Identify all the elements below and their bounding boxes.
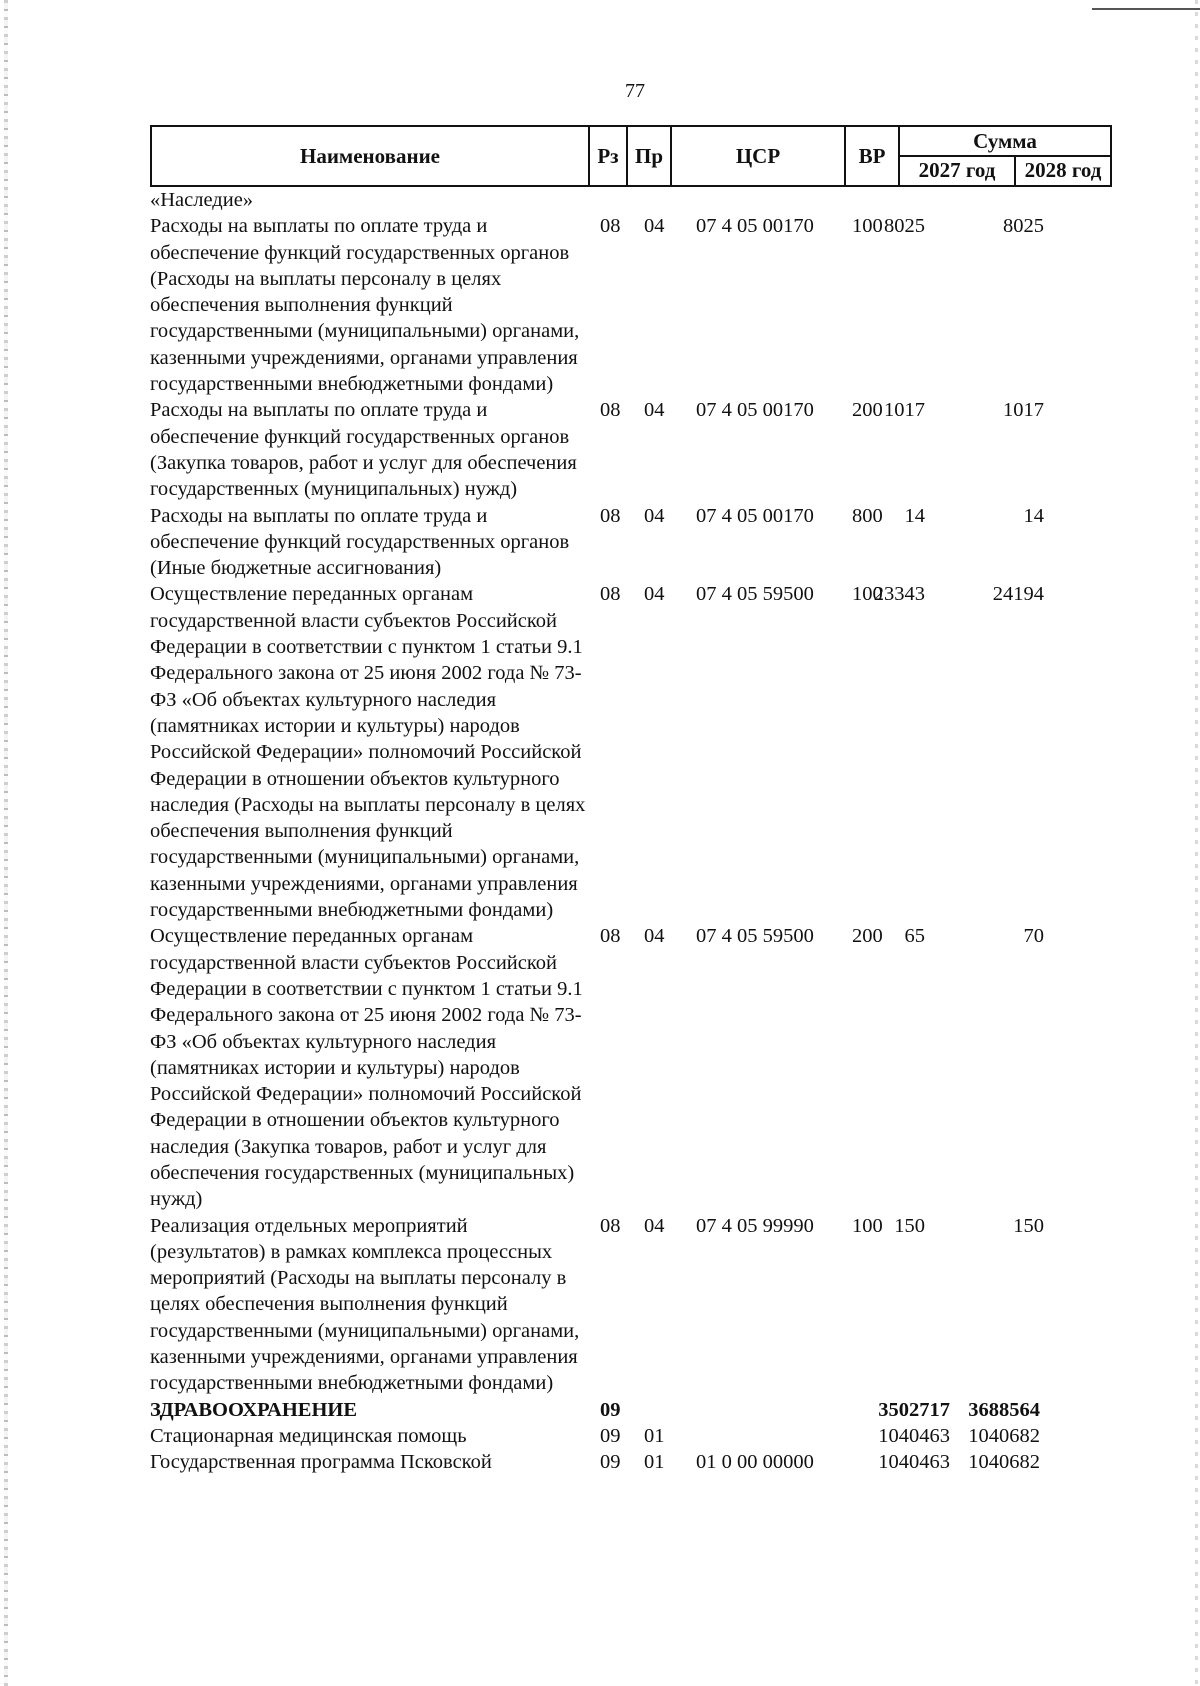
row-rz: 09 — [600, 1424, 621, 1447]
row-sum-2028: 1040682 — [968, 1451, 1040, 1474]
row-name: Расходы на выплаты по оплате труда и обеспечение функций государственных органов (Закупка товаров, работ и услуг для обеспечения государственных (муниципальных) нужд) — [150, 399, 577, 501]
row-sum-2028: 14 — [1023, 504, 1044, 527]
table-row — [150, 1423, 1120, 1449]
row-name: Расходы на выплаты по оплате труда и обеспечение функций государственных органов (Иные бюджетные ассигнования) — [150, 504, 570, 580]
row-name: Осуществление переданных органам государственной власти субъектов Российской Федерации в соответствии с пунктом 1 статьи 9.1 Федерального закона от 25 июня 2002 года № 73-ФЗ «Об объектах культурного наследия (памятниках истории и культуры) народов Российской Федерации» полномочий Российской Федерации в отношении объектов культурного наследия (Расходы на выплаты персоналу в целях обеспечения выполнения функций государственными (муниципальными) органами, казенными учреждениями, органами управления государственными внебюджетными фондами) — [150, 583, 586, 922]
row-sum-2027: 1040463 — [878, 1424, 950, 1447]
row-rz: 09 — [600, 1451, 621, 1474]
table-row — [150, 1449, 1120, 1475]
row-pr: 04 — [644, 215, 665, 238]
row-sum-2027: 8025 — [884, 215, 925, 238]
row-sum-2028: 3688564 — [968, 1398, 1040, 1421]
row-name: «Наследие» — [150, 189, 254, 211]
row-vr: 200 — [852, 925, 883, 948]
row-sum-2027: 65 — [904, 925, 925, 948]
header-rz: Рз — [590, 127, 628, 185]
header-name: Наименование — [152, 127, 590, 185]
row-sum-2027: 1017 — [884, 399, 925, 422]
row-name: Осуществление переданных органам государственной власти субъектов Российской Федерации в соответствии с пунктом 1 статьи 9.1 Федерального закона от 25 июня 2002 года № 73-ФЗ «Об объектах культурного наследия (памятниках истории и культуры) народов Российской Федерации» полномочий Российской Федерации в отношении объектов культурного наследия (Закупка товаров, работ и услуг для обеспечения государственных (муниципальных) нужд) — [150, 925, 583, 1211]
table-row — [150, 187, 1120, 213]
table-row — [150, 213, 1120, 397]
row-pr: 01 — [644, 1424, 665, 1447]
row-sum-2027: 1040463 — [878, 1451, 950, 1474]
row-sum-2028: 1040682 — [968, 1424, 1040, 1447]
row-rz: 09 — [600, 1398, 621, 1421]
header-year-2028: 2028 год — [1024, 157, 1102, 182]
header-pr: Пр — [628, 127, 672, 185]
row-csr: 07 4 05 59500 — [696, 925, 814, 948]
row-sum-2028: 24194 — [992, 583, 1044, 606]
row-csr: 01 0 00 00000 — [696, 1451, 814, 1474]
header-csr: ЦСР — [672, 127, 846, 185]
scan-edge-left — [4, 0, 8, 1686]
row-sum-2027: 150 — [894, 1214, 925, 1237]
table-row — [150, 1397, 1120, 1423]
row-pr: 01 — [644, 1451, 665, 1474]
row-vr: 100 — [852, 1214, 883, 1237]
row-pr: 04 — [644, 1214, 665, 1237]
row-pr: 04 — [644, 399, 665, 422]
row-vr: 100 — [852, 583, 883, 606]
row-sum-2028: 8025 — [1003, 215, 1044, 238]
table-row — [150, 1213, 1120, 1397]
row-vr: 200 — [852, 399, 883, 422]
row-vr: 100 — [852, 215, 883, 238]
header-year-2027: 2027 год — [900, 155, 1016, 185]
table-row — [150, 923, 1120, 1212]
header-sum: Сумма — [900, 127, 1110, 157]
row-name: ЗДРАВООХРАНЕНИЕ — [150, 1398, 358, 1421]
row-pr: 04 — [644, 583, 665, 606]
row-rz: 08 — [600, 215, 621, 238]
row-csr: 07 4 05 00170 — [696, 399, 814, 422]
row-rz: 08 — [600, 925, 621, 948]
row-csr: 07 4 05 00170 — [696, 215, 814, 238]
row-sum-2027: 23343 — [873, 583, 925, 606]
row-sum-2028: 150 — [1013, 1214, 1044, 1237]
row-csr: 07 4 05 59500 — [696, 583, 814, 606]
row-rz: 08 — [600, 504, 621, 527]
scan-corner-mark — [1092, 8, 1200, 10]
row-vr: 800 — [852, 504, 883, 527]
table-header — [150, 125, 1112, 187]
row-rz: 08 — [600, 1214, 621, 1237]
row-name: Стационарная медицинская помощь — [150, 1424, 467, 1447]
scan-edge-right — [1195, 0, 1198, 1686]
row-name: Расходы на выплаты по оплате труда и обеспечение функций государственных органов (Расходы на выплаты персоналу в целях обеспечения выполнения функций государственными (муниципальными) органами, казенными учреждениями, органами управления государственными внебюджетными фондами) — [150, 215, 580, 396]
row-csr: 07 4 05 99990 — [696, 1214, 814, 1237]
table-row — [150, 581, 1120, 923]
row-name: Государственная программа Псковской — [150, 1451, 492, 1474]
row-sum-2027: 14 — [904, 504, 925, 527]
table-row — [150, 397, 1120, 502]
row-rz: 08 — [600, 583, 621, 606]
table-row — [150, 503, 1120, 582]
row-name: Реализация отдельных мероприятий (результатов) в рамках комплекса процессных мероприятий (Расходы на выплаты персоналу в целях обеспечения выполнения функций государственными (муниципальными) органами, казенными учреждениями, органами управления государственными внебюджетными фондами) — [150, 1214, 580, 1395]
table-body — [150, 187, 1120, 1476]
row-rz: 08 — [600, 399, 621, 422]
row-sum-2028: 70 — [1023, 925, 1044, 948]
header-vr: ВР — [846, 127, 900, 185]
row-pr: 04 — [644, 925, 665, 948]
row-csr: 07 4 05 00170 — [696, 504, 814, 527]
row-sum-2028: 1017 — [1003, 399, 1044, 422]
row-sum-2027: 3502717 — [878, 1398, 950, 1421]
page-number: 77 — [625, 80, 645, 102]
row-pr: 04 — [644, 504, 665, 527]
